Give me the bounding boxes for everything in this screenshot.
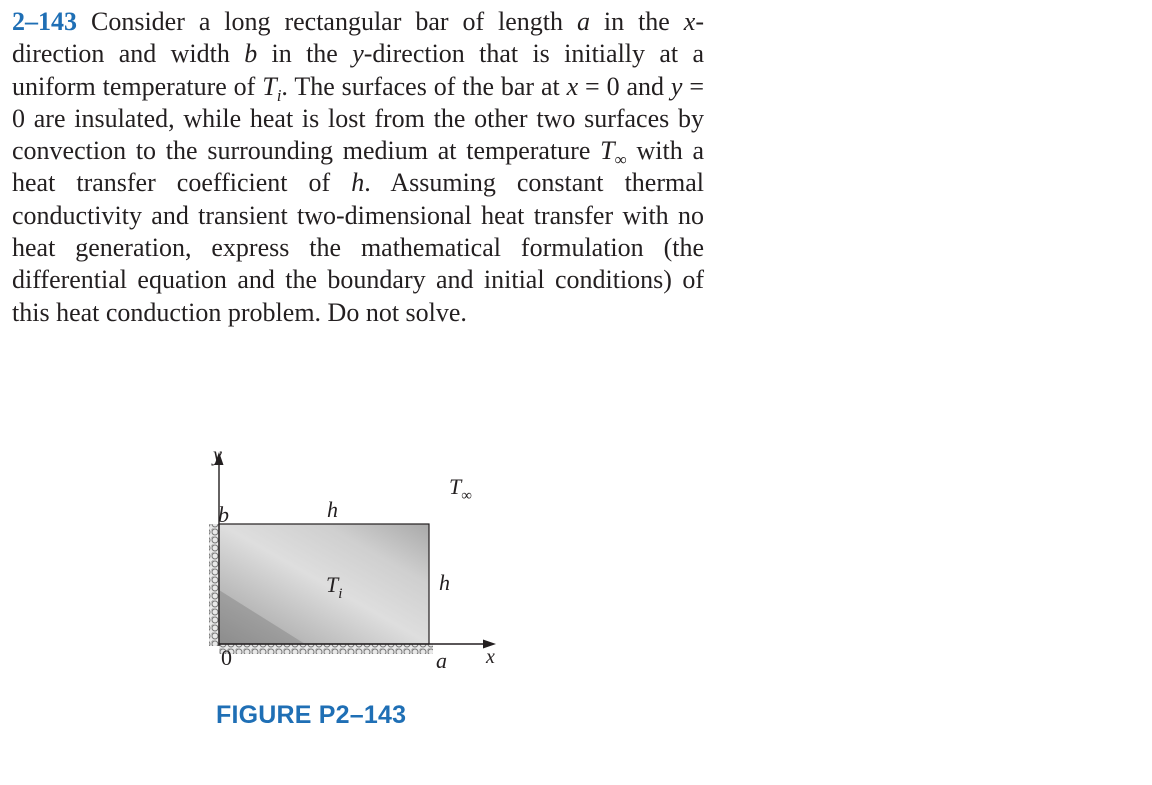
t-inf-sub: ∞	[461, 488, 472, 504]
t-inf-label	[449, 474, 472, 504]
var-x: x	[566, 71, 579, 101]
insulation-left	[209, 524, 219, 646]
problem-text: in the	[257, 39, 353, 69]
insulation-bottom	[219, 644, 433, 654]
var-x: x	[683, 7, 696, 36]
figure	[195, 440, 515, 680]
var-T: T	[600, 136, 615, 166]
problem-text: -direction that is initially at a uniform temperature of	[12, 39, 704, 101]
problem-text: Consider a long rectangular bar of length	[91, 7, 577, 36]
var-inf-sub: ∞	[614, 150, 627, 170]
h-right-label: h	[439, 570, 450, 595]
problem-text: = 0 are insulated, while heat is lost from the other two surfaces by convection to the surrounding medium at temperature	[12, 71, 704, 166]
var-h: h	[351, 168, 365, 198]
t-i-main: T	[326, 572, 339, 597]
var-y: y	[670, 71, 683, 101]
problem-text: . Assuming constant thermal conductivity and transient two-dimensional heat transfer with no heat generation, express the mathematical formulation (the differential equation and the boundary and initial conditions) of this heat conduction problem. Do not solve.	[12, 168, 704, 327]
origin-label: 0	[221, 645, 232, 670]
var-i-sub: i	[276, 85, 282, 105]
var-b: b	[244, 39, 258, 69]
y-axis-label: y	[213, 444, 222, 466]
figure-caption: FIGURE P2–143	[216, 701, 407, 729]
var-a: a	[576, 7, 590, 36]
problem-text: . The surfaces of the bar at	[281, 71, 567, 101]
a-label: a	[436, 648, 447, 673]
problem-text: = 0 and	[578, 71, 671, 101]
problem-text: -direction and width	[12, 7, 704, 69]
problem-text: with a heat transfer coefficient of	[12, 136, 704, 198]
b-label: b	[218, 502, 229, 527]
var-y: y	[352, 39, 364, 69]
problem-number: 2–143	[12, 7, 77, 36]
t-i-sub: i	[338, 586, 343, 602]
t-inf-main: T	[449, 474, 462, 499]
t-i-label	[326, 572, 343, 602]
x-axis-label: x	[486, 646, 495, 668]
problem-text: in the	[589, 7, 684, 36]
h-top-label: h	[327, 497, 338, 522]
var-T: T	[262, 71, 277, 101]
problem-statement	[12, 6, 704, 329]
